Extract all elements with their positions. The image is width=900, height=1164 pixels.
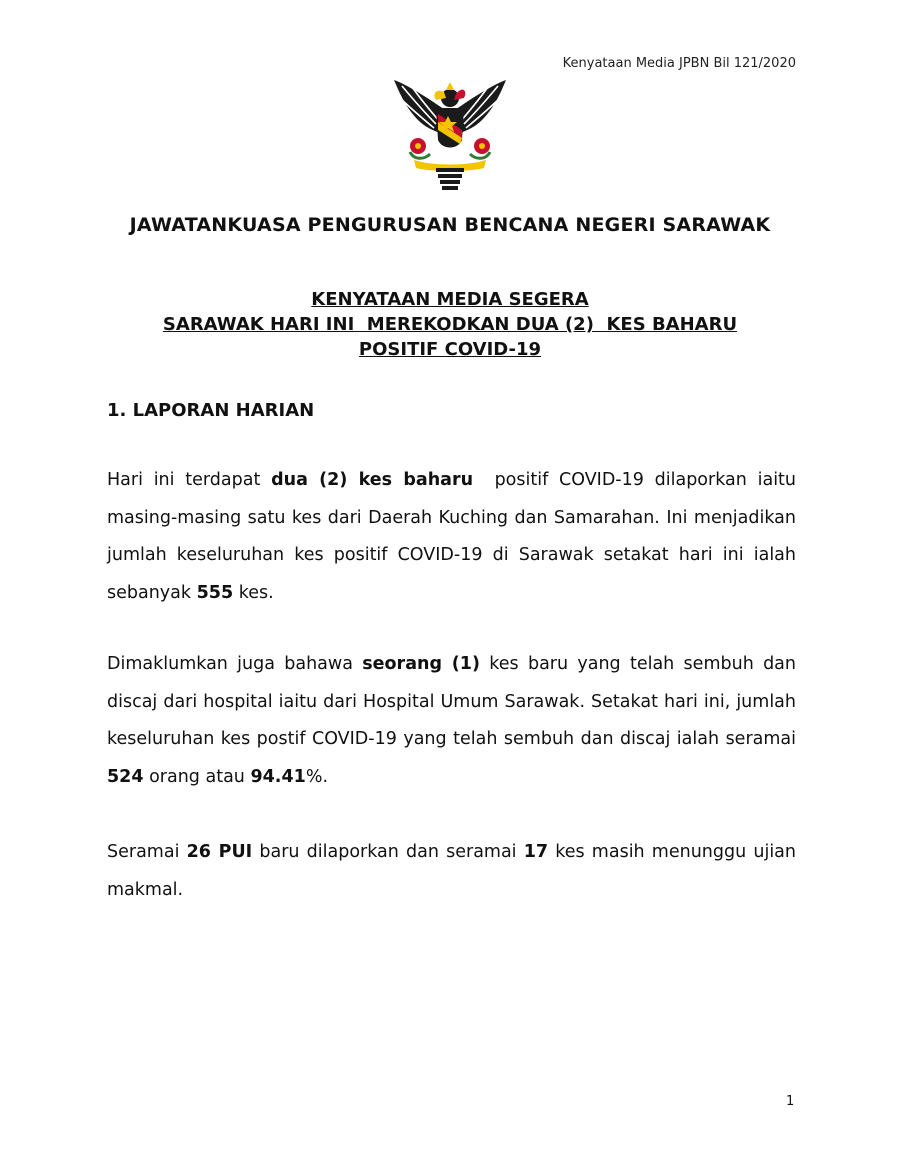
committee-title: JAWATANKUASA PENGURUSAN BENCANA NEGERI SARAWAK bbox=[129, 214, 771, 236]
pending-tests-count: 17 bbox=[523, 842, 549, 862]
text: baru dilaporkan dan seramai bbox=[252, 842, 524, 862]
text: Seramai bbox=[107, 842, 187, 862]
headline-line-1: KENYATAAN MEDIA SEGERA bbox=[311, 289, 589, 310]
recovered-today-count: seorang (1) bbox=[362, 654, 480, 674]
headline-line-2: SARAWAK HARI INI MEREKODKAN DUA (2) KES BAHARU bbox=[162, 314, 738, 335]
paragraph-pui bbox=[107, 834, 796, 909]
sarawak-coat-of-arms-icon bbox=[388, 68, 512, 196]
paragraph-recovered bbox=[107, 646, 796, 796]
new-cases-count: dua (2) kes baharu bbox=[271, 470, 474, 490]
text: kes masih menunggu ujian makmal. bbox=[107, 842, 797, 900]
text: Hari ini terdapat bbox=[107, 470, 272, 490]
text: %. bbox=[305, 766, 329, 787]
headline-line-3: POSITIF COVID-19 bbox=[358, 339, 542, 360]
text: kes. bbox=[233, 582, 274, 603]
total-cases-count: 555 bbox=[196, 582, 234, 603]
section-title: 1. LAPORAN HARIAN bbox=[107, 400, 315, 421]
total-recovered-count: 524 bbox=[107, 766, 144, 787]
text: orang atau bbox=[143, 766, 251, 787]
paragraph-daily-report bbox=[107, 462, 802, 612]
text: Dimaklumkan juga bahawa bbox=[107, 654, 363, 674]
pui-count: 26 PUI bbox=[186, 842, 253, 862]
recovery-percentage: 94.41 bbox=[250, 766, 306, 787]
reference-number: Kenyataan Media JPBN Bil 121/2020 bbox=[562, 56, 796, 71]
page-number: 1 bbox=[786, 1094, 795, 1109]
text: kes baru yang telah sembuh dan discaj dari hospital iaitu dari Hospital Umum Sarawak. Setakat hari ini, jumlah keseluruhan kes postif COVID-19 yang telah sembuh dan discaj ialah seramai bbox=[107, 654, 797, 749]
headline bbox=[0, 287, 900, 362]
text: positif COVID-19 dilaporkan iaitu masing-masing satu kes dari Daerah Kuching dan Samarahan. Ini menjadikan jumlah keseluruhan kes positif COVID-19 di Sarawak setakat hari ini ialah sebanyak bbox=[107, 470, 802, 603]
